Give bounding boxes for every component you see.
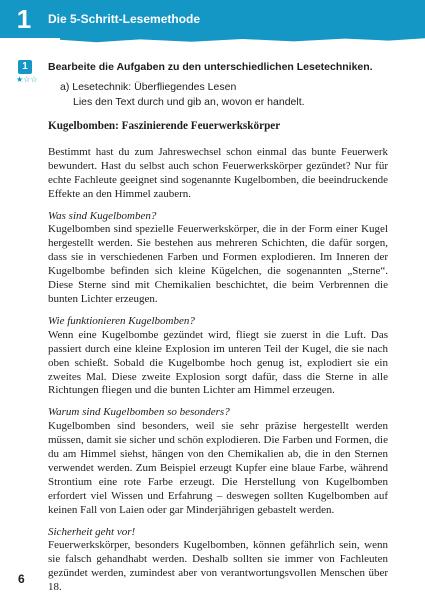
section-heading: Warum sind Kugelbomben so besonders? [48,406,230,419]
subtask-a [60,80,410,109]
section-text: Wenn eine Kugelbombe gezündet wird, fliegt sie zuerst in die Luft. Das passiert durch eine kleine Explosion im unteren Teil der Kugel, die sie nach oben schießt. Sobald die Kugelbombe hoch genug ist, explodiert sie ein zweites Mal. Diese zweite Explosion sorgt dafür, dass die Sterne in alle Richtungen fliegen und die bunten Lichter am Himmel erzeugen. [48,328,388,397]
page-number: 6 [18,572,25,586]
star-empty-icon: ☆☆ [23,75,38,84]
chapter-number: 1 [16,4,32,34]
section-text: Kugelbomben sind spezielle Feuerwerkskörper, die in der Form einer Kugel hergestellt werden. Sie bestehen aus mehreren Schichten, die dafür sorgen, dass sie in verschiedenen Farben und Formen explodieren. Im Inneren der Kugelbombe befinden sich kleine Kügelchen, die sogenannten „Sterne“. Diese Sterne sind mit Chemikalien beschichtet, die beim Verbrennen die bunten Lichter erzeugen. [48,223,388,305]
section-heading: Was sind Kugelbomben? [48,209,157,222]
article [48,120,388,595]
subtask-text: Lies den Text durch und gib an, wovon er handelt. [73,95,305,108]
difficulty-stars-icon [16,75,38,85]
task-instruction: Bearbeite die Aufgaben zu den unterschiedlichen Lesetechniken. [48,61,373,73]
star-filled-icon: ★ [16,75,24,84]
article-intro: Bestimmt hast du zum Jahreswechsel schon einmal das bunte Feuerwerk bewundert. Hast du selbst auch schon Feuerwerkskörper gezündet? Nur für echte Fachleute geeignet sind sogenannte Kugelbomben, die beeindruckende Effekte an den Himmel zaubern. [48,145,388,200]
article-section [48,210,388,307]
subtask-label: a) Lesetechnik: Überfliegendes Lesen [60,81,237,93]
task-number-badge: 1 [18,60,32,74]
section-heading: Wie funktionieren Kugelbomben? [48,314,195,327]
article-section [48,315,388,398]
article-section [48,526,388,596]
article-section [48,406,388,517]
article-title: Kugelbomben: Faszinierende Feuerwerkskörper [48,120,281,132]
section-text: Kugelbomben sind besonders, weil sie sehr präzise hergestellt werden müssen, damit sie sicher und schön explodieren. Die Farben und Formen, die du am Himmel siehst, hängen von den Chemikalien ab, die in den Sternen verwendet werden. Zum Beispiel erzeugt Kupfer eine blaue Farbe, während Strontium eine rote Farbe erzeugt. Die Herstellung von Kugelbomben erfordert viel Wissen und Erfahrung – deswegen sollten Kugelbomben auf keinen Fall von Laien oder gar Minderjährigen gebastelt werden. [48,420,388,516]
section-text: Feuerwerkskörper, besonders Kugelbomben, können gefährlich sein, wenn sie falsch gehandhabt werden. Deshalb sollten sie immer von Fachleuten gezündet werden, zumindest aber von verantwortungsvollen Menschen über 18. [48,539,388,594]
section-heading: Sicherheit geht vor! [48,525,136,538]
chapter-title: Die 5-Schritt-Lesemethode [48,12,201,26]
